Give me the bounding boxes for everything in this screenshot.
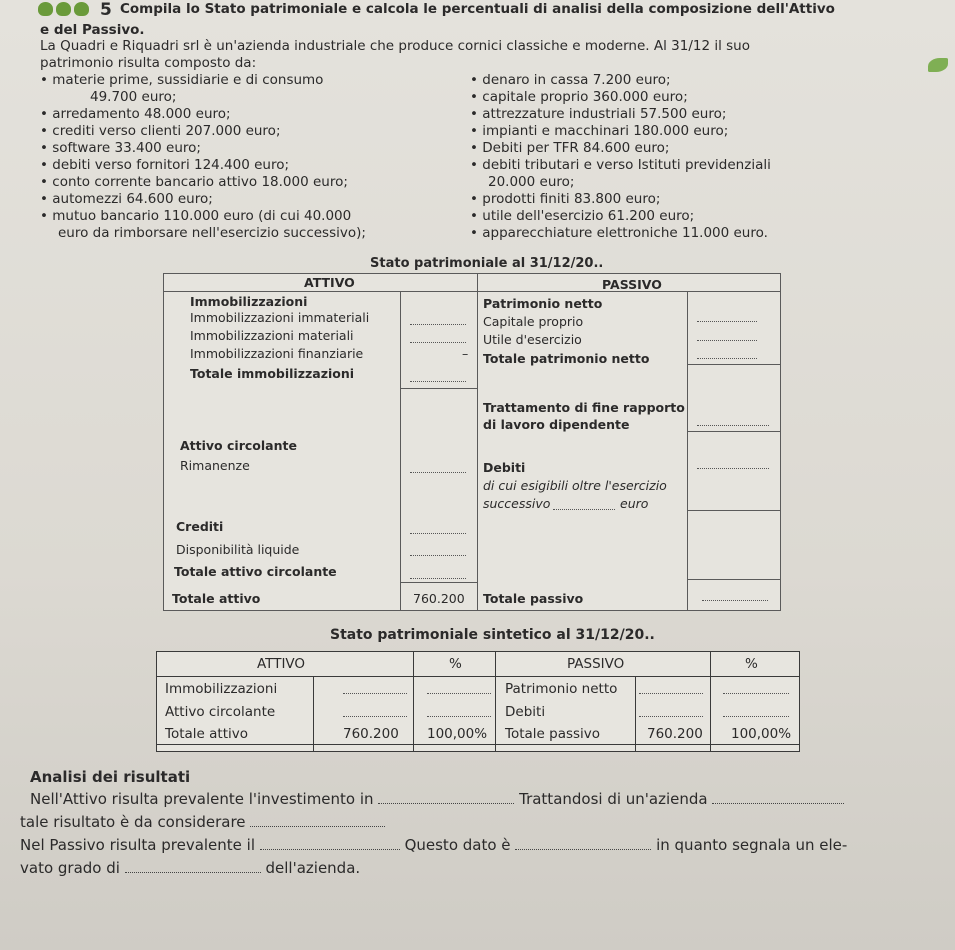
patrimonio-netto-label: Patrimonio netto: [483, 296, 603, 311]
list-item: • crediti verso clienti 207.000 euro;: [40, 123, 281, 139]
totale-attivo-label: Totale attivo: [172, 591, 261, 606]
blank-field[interactable]: [515, 848, 651, 850]
immobilizzazioni-label: Immobilizzazioni: [190, 294, 308, 309]
euro-label: euro: [620, 496, 649, 511]
imm-materiali-label: Immobilizzazioni materiali: [190, 328, 354, 343]
summary-totale-passivo-pct: 100,00%: [731, 726, 792, 742]
blank-field[interactable]: [260, 848, 400, 850]
list-item: • debiti verso fornitori 124.400 euro;: [40, 157, 289, 173]
summary-title: Stato patrimoniale sintetico al 31/12/20..: [330, 627, 655, 643]
debiti-esigibili-label: di cui esigibili oltre l'esercizio: [483, 478, 667, 493]
list-item: • conto corrente bancario attivo 18.000 euro;: [40, 174, 348, 190]
imm-immateriali-label: Immobilizzazioni immateriali: [190, 310, 370, 325]
analysis-line-1: Nell'Attivo risulta prevalente l'investimento in Trattandosi di un'azienda: [30, 790, 844, 808]
blank-field[interactable]: [712, 802, 844, 804]
crediti-label: Crediti: [176, 519, 224, 534]
balance-sheet-table: [163, 273, 781, 611]
blank-field[interactable]: [553, 509, 615, 510]
analysis-line-2: tale risultato è da considerare: [20, 813, 385, 831]
exercise-number: 5: [100, 0, 112, 20]
rimanenze-label: Rimanenze: [180, 458, 250, 473]
blank-field[interactable]: [723, 693, 789, 694]
totale-pn-label: Totale patrimonio netto: [483, 351, 650, 366]
imm-finanziarie-label: Immobilizzazioni finanziarie: [190, 346, 364, 361]
blank-field[interactable]: [410, 578, 466, 579]
list-item: • utile dell'esercizio 61.200 euro;: [470, 208, 694, 224]
blank-field[interactable]: [697, 425, 769, 426]
balance-sheet-title: Stato patrimoniale al 31/12/20..: [370, 256, 604, 271]
list-item-cont: euro da rimborsare nell'esercizio successivo);: [58, 225, 366, 241]
summary-totale-passivo-value: 760.200: [647, 726, 703, 742]
totale-passivo-label: Totale passivo: [483, 591, 584, 606]
blank-field[interactable]: [702, 600, 768, 601]
blank-field[interactable]: [410, 533, 466, 534]
attivo-circolante-label: Attivo circolante: [180, 438, 297, 453]
blank-field[interactable]: [410, 555, 466, 556]
list-item: • denaro in cassa 7.200 euro;: [470, 72, 671, 88]
summary-immobilizzazioni: Immobilizzazioni: [165, 681, 278, 697]
summary-totale-attivo-pct: 100,00%: [427, 726, 488, 742]
blank-field[interactable]: [410, 381, 466, 382]
attivo-header: ATTIVO: [304, 275, 355, 290]
totale-immobilizzazioni-label: Totale immobilizzazioni: [190, 366, 355, 381]
blank-field[interactable]: [343, 716, 407, 717]
blank-field[interactable]: [697, 468, 769, 469]
summary-totale-attivo: Totale attivo: [165, 726, 248, 742]
blank-field[interactable]: [378, 802, 514, 804]
blank-field[interactable]: [125, 871, 261, 873]
blank-field[interactable]: [639, 693, 703, 694]
list-item-cont: 49.700 euro;: [90, 89, 177, 105]
blank-field[interactable]: [410, 342, 466, 343]
summary-debiti: Debiti: [505, 704, 546, 720]
blank-field[interactable]: [410, 472, 466, 473]
list-item-cont: 20.000 euro;: [488, 174, 575, 190]
exercise-title-cont: e del Passivo.: [40, 22, 145, 38]
list-item: • capitale proprio 360.000 euro;: [470, 89, 688, 105]
totale-attivo-circolante-label: Totale attivo circolante: [174, 564, 337, 579]
summary-totale-attivo-value: 760.200: [343, 726, 399, 742]
list-item: • Debiti per TFR 84.600 euro;: [470, 140, 669, 156]
tfr-label: Trattamento di fine rapporto: [483, 400, 685, 415]
summary-passivo-header: PASSIVO: [567, 656, 625, 672]
difficulty-icons: [38, 2, 89, 16]
list-item: • mutuo bancario 110.000 euro (di cui 40.000: [40, 208, 351, 224]
blank-field[interactable]: [410, 324, 466, 325]
analysis-title: Analisi dei risultati: [30, 768, 191, 786]
list-item: • apparecchiature elettroniche 11.000 euro.: [470, 225, 768, 241]
tfr-label-cont: di lavoro dipendente: [483, 417, 630, 432]
blank-field[interactable]: [427, 716, 491, 717]
imm-finanziarie-value: –: [462, 346, 469, 361]
lightbulb-icon: [74, 2, 89, 16]
blank-field[interactable]: [427, 693, 491, 694]
exercise-title: Compila lo Stato patrimoniale e calcola le percentuali di analisi della composizione dell'Attivo: [120, 1, 835, 17]
blank-field[interactable]: [343, 693, 407, 694]
blank-field[interactable]: [697, 340, 757, 341]
totale-attivo-value: 760.200: [413, 591, 465, 606]
summary-attivo-circolante: Attivo circolante: [165, 704, 276, 720]
list-item: • attrezzature industriali 57.500 euro;: [470, 106, 726, 122]
list-item: • automezzi 64.600 euro;: [40, 191, 213, 207]
list-item: • software 33.400 euro;: [40, 140, 201, 156]
blank-field[interactable]: [250, 825, 385, 827]
analysis-line-4: vato grado di dell'azienda.: [20, 859, 361, 877]
list-item: • materie prime, sussidiarie e di consumo: [40, 72, 323, 88]
summary-pct-header: %: [745, 656, 758, 672]
list-item: • arredamento 48.000 euro;: [40, 106, 231, 122]
passivo-header: PASSIVO: [602, 277, 662, 292]
blank-field[interactable]: [697, 358, 757, 359]
lightbulb-icon: [56, 2, 71, 16]
summary-attivo-header: ATTIVO: [257, 656, 306, 672]
list-item: • impianti e macchinari 180.000 euro;: [470, 123, 728, 139]
intro-text-cont: patrimonio risulta composto da:: [40, 55, 257, 71]
utile-label: Utile d'esercizio: [483, 332, 582, 347]
debiti-esigibili-label-cont: successivo: [483, 496, 551, 511]
capitale-proprio-label: Capitale proprio: [483, 314, 584, 329]
summary-pct-header: %: [449, 656, 462, 672]
summary-table: [156, 651, 800, 752]
intro-text: La Quadri e Riquadri srl è un'azienda industriale che produce cornici classiche e moderne. Al 31/12 il suo: [40, 38, 750, 54]
blank-field[interactable]: [697, 321, 757, 322]
lightbulb-icon: [38, 2, 53, 16]
disponibilita-label: Disponibilità liquide: [176, 542, 300, 557]
leaf-icon: [928, 58, 948, 72]
debiti-label: Debiti: [483, 460, 526, 475]
summary-totale-passivo: Totale passivo: [505, 726, 601, 742]
analysis-line-3: Nel Passivo risulta prevalente il Questo dato è in quanto segnala un ele-: [20, 836, 848, 854]
blank-field[interactable]: [639, 716, 703, 717]
list-item: • debiti tributari e verso Istituti previdenziali: [470, 157, 771, 173]
list-item: • prodotti finiti 83.800 euro;: [470, 191, 660, 207]
blank-field[interactable]: [723, 716, 789, 717]
summary-patrimonio-netto: Patrimonio netto: [505, 681, 618, 697]
